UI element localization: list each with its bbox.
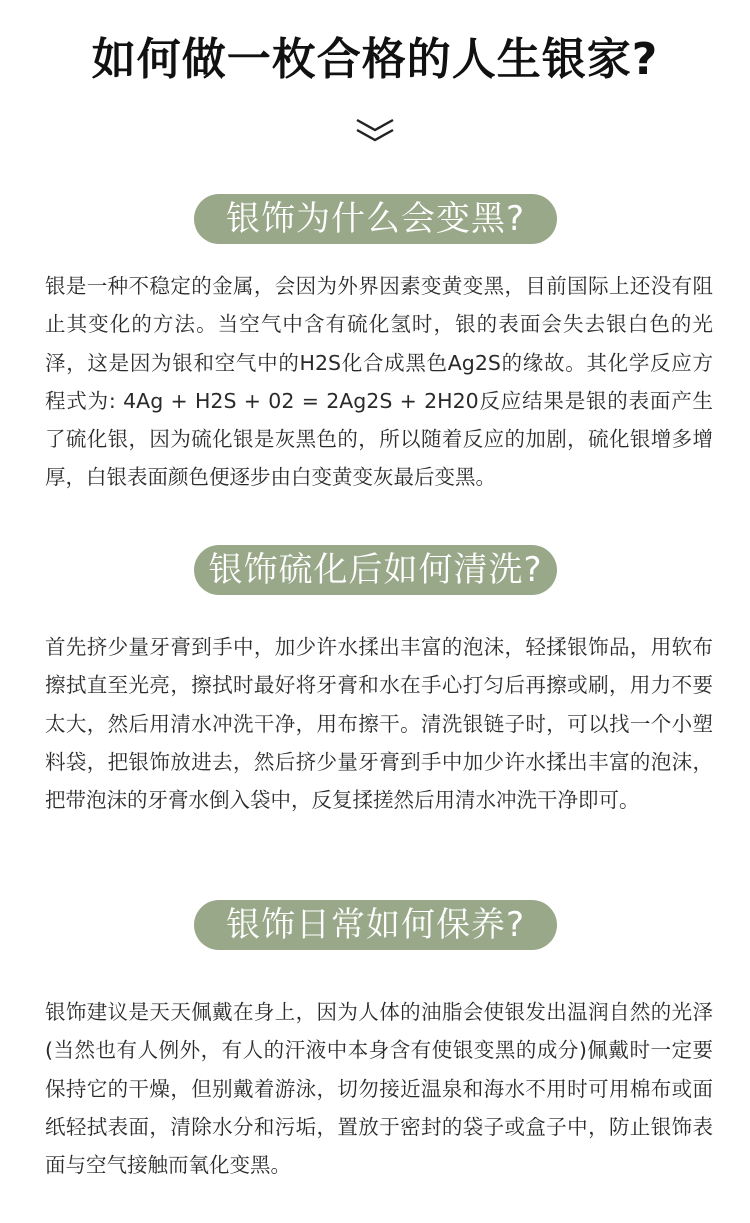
section-body-daily-care: 银饰建议是天天佩戴在身上，因为人体的油脂会使银发出温润自然的光泽(当然也有人例外，有人的汗液中本身含有使银变黑的成分)佩戴时一定要保持它的干燥，但别戴着游泳，切勿接近温泉和海水不用时可用棉布或面纸轻拭表面，清除水分和污垢，置放于密封的袋子或盒子中，防止银饰表面与空气接触而氧化变黑。 <box>45 1000 713 1178</box>
page-title: 如何做一枚合格的人生银家? <box>91 34 659 85</box>
section-heading-daily-care: 银饰日常如何保养? <box>194 900 557 950</box>
section-heading-cleaning: 银饰硫化后如何清洗? <box>194 545 557 595</box>
section-heading-why-tarnish: 银饰为什么会变黑? <box>194 194 557 244</box>
section-body-cleaning: 首先挤少量牙膏到手中，加少许水揉出丰富的泡沫，轻揉银饰品，用软布擦拭直至光亮，擦拭时最好将牙膏和水在手心打匀后再擦或刷，用力不要太大，然后用清水冲洗干净，用布擦干。清洗银链子时，可以找一个小塑料袋，把银饰放进去，然后挤少量牙膏到手中加少许水揉出丰富的泡沫，把带泡沫的牙膏水倒入袋中，反复揉搓然后用清水冲洗干净即可。 <box>45 635 713 813</box>
double-chevron-down-icon <box>355 117 395 145</box>
section-body-why-tarnish: 银是一种不稳定的金属，会因为外界因素变黄变黑，目前国际上还没有阻止其变化的方法。当空气中含有硫化氢时，银的表面会失去银白色的光泽，这是因为银和空气中的H2S化合成黑色Ag2S的缘故。其化学反应方程式为: 4Ag + H2S + 02 = 2Ag2S + 2H20反应结果是银的表面产生了硫化银，因为硫化银是灰黑色的，所以随着反应的加剧，硫化银增多增厚，白银表面颜色便逐步由白变黄变灰最后变黑。 <box>45 274 713 490</box>
